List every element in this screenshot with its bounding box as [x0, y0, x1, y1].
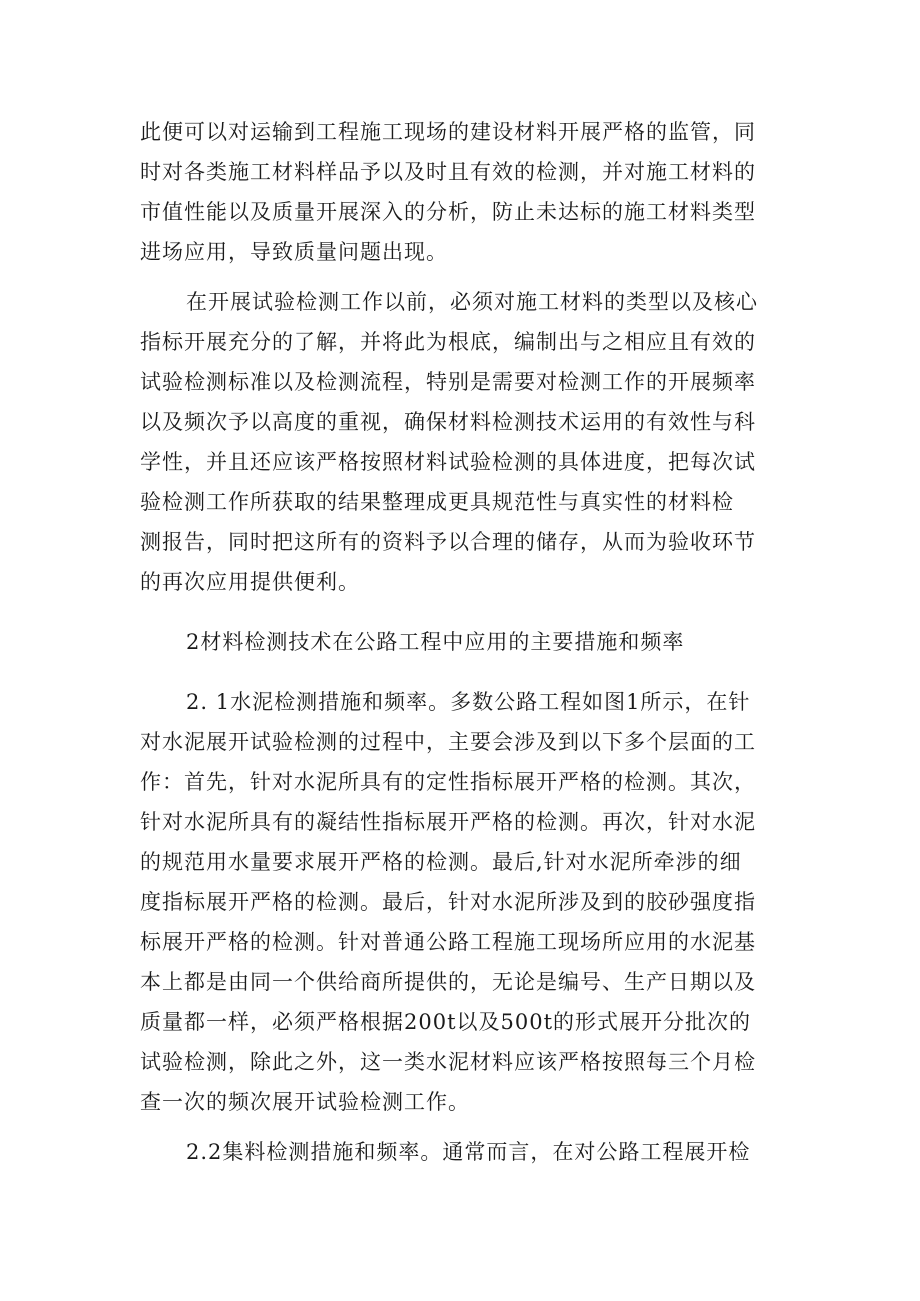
text-line: 验检测工作所获取的结果整理成更具规范性与真实性的材料检 — [140, 490, 734, 514]
text-line: 的规范用水量要求展开严格的检测。最后,针对水泥所牵涉的细 — [140, 850, 742, 874]
text-line: 试验检测，除此之外，这一类水泥材料应该严格按照每三个月检 — [140, 1050, 756, 1074]
text-line: 以及频次予以高度的重视，确保材料检测技术运用的有效性与科 — [140, 410, 756, 434]
text-line: 市值性能以及质量开展深入的分析，防止未达标的施工材料类型 — [140, 200, 756, 224]
text-line: 的再次应用提供便利。 — [140, 570, 360, 594]
text-line: 作：首先，针对水泥所具有的定性指标展开严格的检测。其次， — [140, 770, 756, 794]
text-line: 指标开展充分的了解，并将此为根底，编制出与之相应且有效的 — [140, 330, 756, 354]
text-line: 时对各类施工材料样品予以及时且有效的检测，并对施工材料的 — [140, 160, 756, 184]
text-line: 试验检测标准以及检测流程，特别是需要对检测工作的开展频率 — [140, 370, 756, 394]
paragraph-first-line: 在开展试验检测工作以前，必须对施工材料的类型以及核心 — [186, 290, 758, 314]
text-line: 质量都一样，必须严格根据200t以及500t的形式展开分批次的 — [140, 1010, 752, 1034]
text-line: 进场应用，导致质量问题出现。 — [140, 240, 448, 264]
text-line: 此便可以对运输到工程施工现场的建设材料开展严格的监管，同 — [140, 120, 756, 144]
paragraph-first-line: 2. 1水泥检测措施和频率。多数公路工程如图1所示，在针 — [186, 690, 751, 714]
text-line: 对水泥展开试验检测的过程中，主要会涉及到以下多个层面的工 — [140, 730, 756, 754]
section-heading: 2材料检测技术在公路工程中应用的主要措施和频率 — [186, 630, 685, 654]
text-line: 标展开严格的检测。针对普通公路工程施工现场所应用的水泥基 — [140, 930, 756, 954]
paragraph-first-line: 2.2集料检测措施和频率。通常而言，在对公路工程展开检 — [186, 1140, 751, 1164]
text-line: 测报告，同时把这所有的资料予以合理的储存，从而为验收环节 — [140, 530, 756, 554]
text-line: 本上都是由同一个供给商所提供的，无论是编号、生产日期以及 — [140, 970, 756, 994]
text-line: 学性，并且还应该严格按照材料试验检测的具体进度，把每次试 — [140, 450, 756, 474]
text-line: 度指标展开严格的检测。最后，针对水泥所涉及到的胶砂强度指 — [140, 890, 756, 914]
text-line: 查一次的频次展开试验检测工作。 — [140, 1090, 470, 1114]
text-line: 针对水泥所具有的凝结性指标展开严格的检测。再次，针对水泥 — [140, 810, 756, 834]
